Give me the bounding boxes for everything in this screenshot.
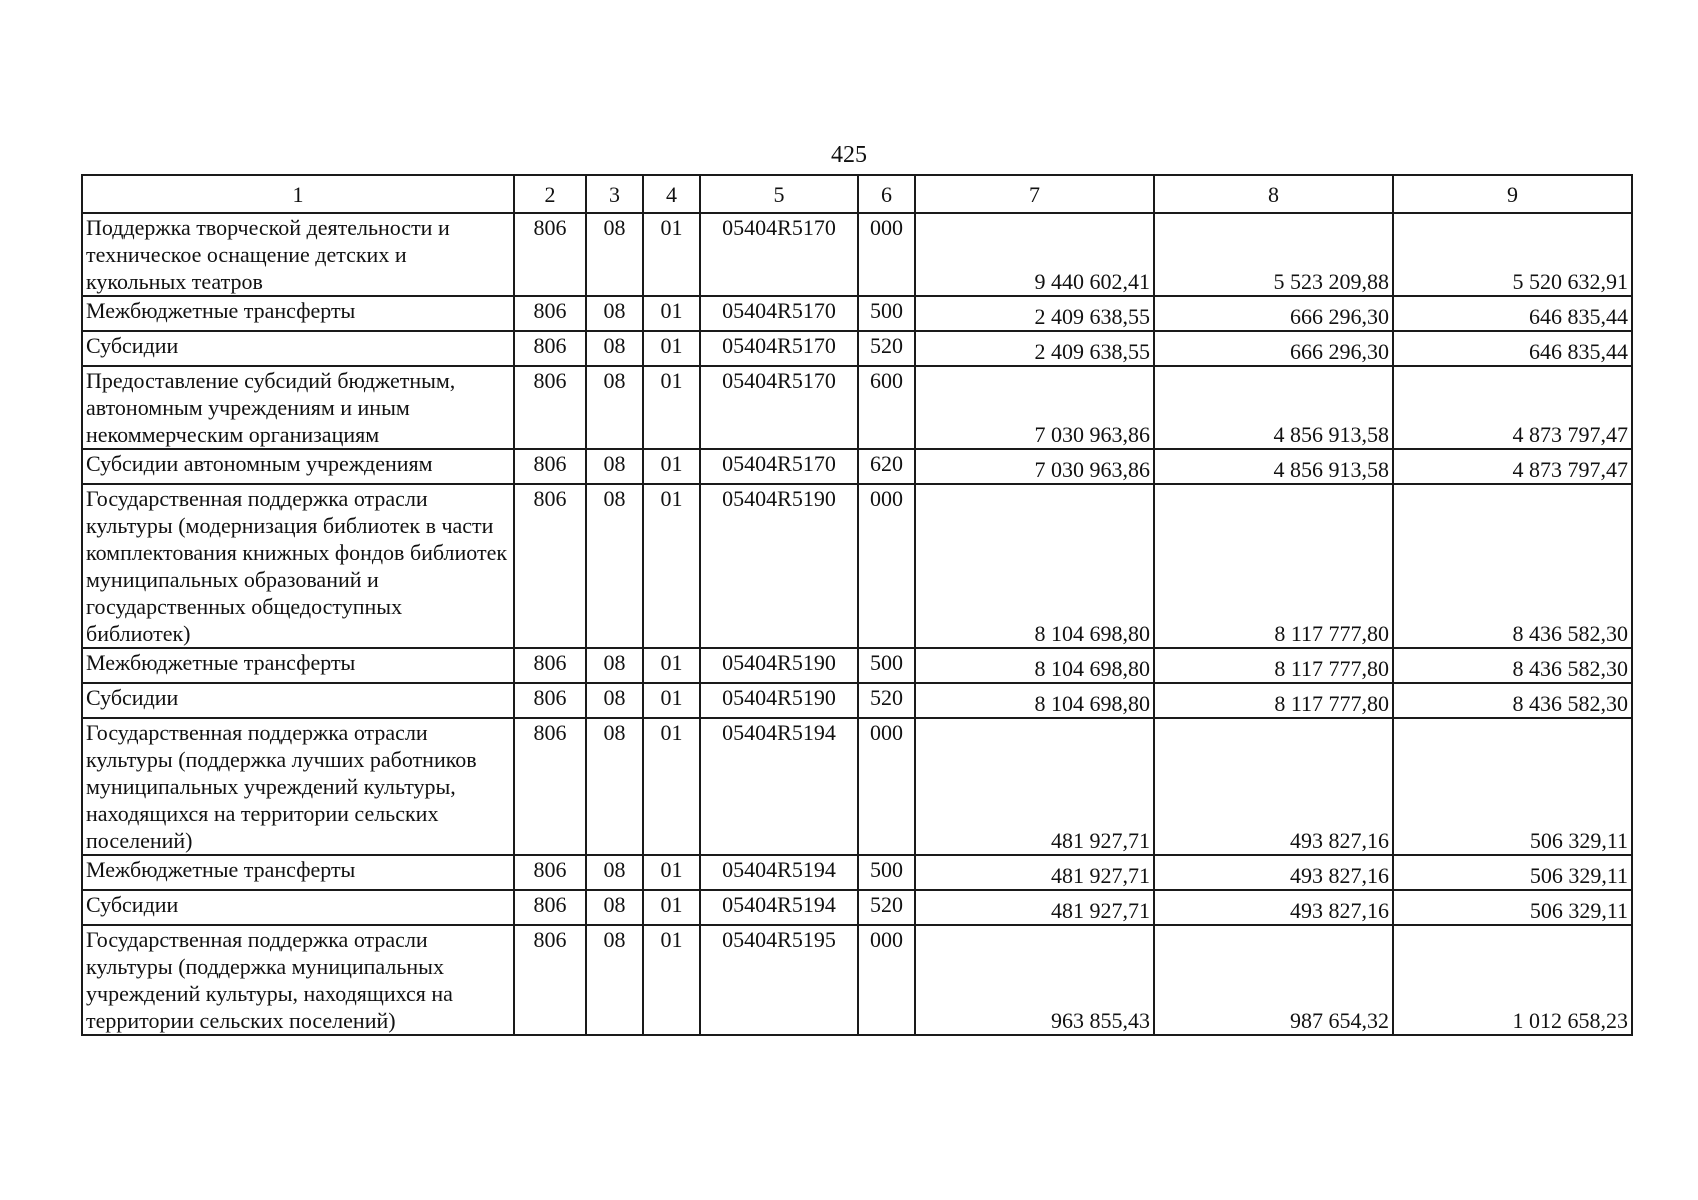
subsection-code: 01 [643, 296, 700, 331]
ministry-code: 806 [514, 296, 586, 331]
column-number: 1 [82, 175, 514, 213]
table-row [82, 484, 1632, 648]
amount-col-8: 987 654,32 [1154, 925, 1393, 1035]
subsection-code: 01 [643, 449, 700, 484]
amount-col-9: 646 835,44 [1393, 296, 1632, 331]
budget-table [81, 174, 1633, 1036]
target-article-code: 05404R5195 [700, 925, 858, 1035]
ministry-code: 806 [514, 683, 586, 718]
subsection-code: 01 [643, 718, 700, 855]
section-code: 08 [586, 331, 643, 366]
target-article-code: 05404R5170 [700, 296, 858, 331]
table-row [82, 449, 1632, 484]
expense-type-code: 000 [858, 213, 915, 296]
page-number: 425 [831, 142, 867, 168]
expense-type-code: 500 [858, 648, 915, 683]
amount-col-9: 506 329,11 [1393, 855, 1632, 890]
item-name: Межбюджетные трансферты [82, 648, 514, 683]
amount-col-8: 666 296,30 [1154, 296, 1393, 331]
amount-col-7: 8 104 698,80 [915, 484, 1154, 648]
amount-col-8: 8 117 777,80 [1154, 683, 1393, 718]
section-code: 08 [586, 718, 643, 855]
column-number: 6 [858, 175, 915, 213]
item-name: Межбюджетные трансферты [82, 855, 514, 890]
ministry-code: 806 [514, 718, 586, 855]
column-number: 7 [915, 175, 1154, 213]
amount-col-7: 7 030 963,86 [915, 366, 1154, 449]
subsection-code: 01 [643, 855, 700, 890]
subsection-code: 01 [643, 484, 700, 648]
target-article-code: 05404R5170 [700, 331, 858, 366]
amount-col-7: 481 927,71 [915, 855, 1154, 890]
ministry-code: 806 [514, 855, 586, 890]
table-row [82, 683, 1632, 718]
target-article-code: 05404R5194 [700, 718, 858, 855]
amount-col-7: 2 409 638,55 [915, 296, 1154, 331]
expense-type-code: 000 [858, 718, 915, 855]
amount-col-9: 646 835,44 [1393, 331, 1632, 366]
subsection-code: 01 [643, 366, 700, 449]
amount-col-8: 493 827,16 [1154, 890, 1393, 925]
table-row [82, 855, 1632, 890]
section-code: 08 [586, 296, 643, 331]
subsection-code: 01 [643, 331, 700, 366]
subsection-code: 01 [643, 213, 700, 296]
item-name: Межбюджетные трансферты [82, 296, 514, 331]
table-row [82, 331, 1632, 366]
table-row [82, 648, 1632, 683]
amount-col-9: 506 329,11 [1393, 718, 1632, 855]
target-article-code: 05404R5194 [700, 855, 858, 890]
ministry-code: 806 [514, 449, 586, 484]
expense-type-code: 620 [858, 449, 915, 484]
section-code: 08 [586, 366, 643, 449]
expense-type-code: 600 [858, 366, 915, 449]
amount-col-9: 8 436 582,30 [1393, 484, 1632, 648]
section-code: 08 [586, 890, 643, 925]
ministry-code: 806 [514, 366, 586, 449]
amount-col-9: 506 329,11 [1393, 890, 1632, 925]
table-row [82, 925, 1632, 1035]
expense-type-code: 000 [858, 925, 915, 1035]
section-code: 08 [586, 855, 643, 890]
item-name: Субсидии [82, 890, 514, 925]
amount-col-8: 4 856 913,58 [1154, 449, 1393, 484]
table-body [82, 213, 1632, 1035]
ministry-code: 806 [514, 331, 586, 366]
column-number: 3 [586, 175, 643, 213]
amount-col-7: 9 440 602,41 [915, 213, 1154, 296]
amount-col-8: 8 117 777,80 [1154, 484, 1393, 648]
item-name: Поддержка творческой деятельности и техническое оснащение детских и кукольных театров [82, 213, 514, 296]
amount-col-9: 5 520 632,91 [1393, 213, 1632, 296]
target-article-code: 05404R5190 [700, 648, 858, 683]
table-row [82, 718, 1632, 855]
amount-col-9: 4 873 797,47 [1393, 366, 1632, 449]
section-code: 08 [586, 683, 643, 718]
amount-col-7: 2 409 638,55 [915, 331, 1154, 366]
column-number: 2 [514, 175, 586, 213]
amount-col-7: 8 104 698,80 [915, 648, 1154, 683]
target-article-code: 05404R5170 [700, 213, 858, 296]
item-name: Государственная поддержка отрасли культуры (поддержка муниципальных учреждений культуры, находящихся на территории сельских поселений) [82, 925, 514, 1035]
section-code: 08 [586, 213, 643, 296]
item-name: Государственная поддержка отрасли культуры (модернизация библиотек в части комплектования книжных фондов библиотек муниципальных образований и государственных общедоступных библиотек) [82, 484, 514, 648]
expense-type-code: 000 [858, 484, 915, 648]
expense-type-code: 520 [858, 890, 915, 925]
amount-col-8: 493 827,16 [1154, 855, 1393, 890]
column-number-row [82, 175, 1632, 213]
section-code: 08 [586, 925, 643, 1035]
subsection-code: 01 [643, 683, 700, 718]
section-code: 08 [586, 449, 643, 484]
amount-col-7: 963 855,43 [915, 925, 1154, 1035]
column-number: 8 [1154, 175, 1393, 213]
subsection-code: 01 [643, 890, 700, 925]
subsection-code: 01 [643, 925, 700, 1035]
target-article-code: 05404R5190 [700, 683, 858, 718]
expense-type-code: 520 [858, 683, 915, 718]
amount-col-8: 5 523 209,88 [1154, 213, 1393, 296]
amount-col-8: 666 296,30 [1154, 331, 1393, 366]
column-number: 5 [700, 175, 858, 213]
amount-col-9: 8 436 582,30 [1393, 683, 1632, 718]
item-name: Субсидии автономным учреждениям [82, 449, 514, 484]
amount-col-8: 493 827,16 [1154, 718, 1393, 855]
item-name: Субсидии [82, 331, 514, 366]
amount-col-7: 481 927,71 [915, 890, 1154, 925]
amount-col-7: 481 927,71 [915, 718, 1154, 855]
ministry-code: 806 [514, 925, 586, 1035]
item-name: Предоставление субсидий бюджетным, автономным учреждениям и иным некоммерческим организациям [82, 366, 514, 449]
amount-col-8: 8 117 777,80 [1154, 648, 1393, 683]
table-row [82, 213, 1632, 296]
target-article-code: 05404R5194 [700, 890, 858, 925]
amount-col-9: 1 012 658,23 [1393, 925, 1632, 1035]
section-code: 08 [586, 484, 643, 648]
item-name: Субсидии [82, 683, 514, 718]
target-article-code: 05404R5170 [700, 449, 858, 484]
expense-type-code: 500 [858, 855, 915, 890]
item-name: Государственная поддержка отрасли культуры (поддержка лучших работников муниципальных учреждений культуры, находящихся на территории сельских поселений) [82, 718, 514, 855]
amount-col-9: 4 873 797,47 [1393, 449, 1632, 484]
amount-col-8: 4 856 913,58 [1154, 366, 1393, 449]
subsection-code: 01 [643, 648, 700, 683]
amount-col-7: 7 030 963,86 [915, 449, 1154, 484]
expense-type-code: 500 [858, 296, 915, 331]
expense-type-code: 520 [858, 331, 915, 366]
ministry-code: 806 [514, 648, 586, 683]
ministry-code: 806 [514, 484, 586, 648]
column-number: 4 [643, 175, 700, 213]
amount-col-7: 8 104 698,80 [915, 683, 1154, 718]
table-row [82, 890, 1632, 925]
target-article-code: 05404R5190 [700, 484, 858, 648]
column-number: 9 [1393, 175, 1632, 213]
ministry-code: 806 [514, 890, 586, 925]
ministry-code: 806 [514, 213, 586, 296]
table-row [82, 366, 1632, 449]
section-code: 08 [586, 648, 643, 683]
table-row [82, 296, 1632, 331]
amount-col-9: 8 436 582,30 [1393, 648, 1632, 683]
target-article-code: 05404R5170 [700, 366, 858, 449]
